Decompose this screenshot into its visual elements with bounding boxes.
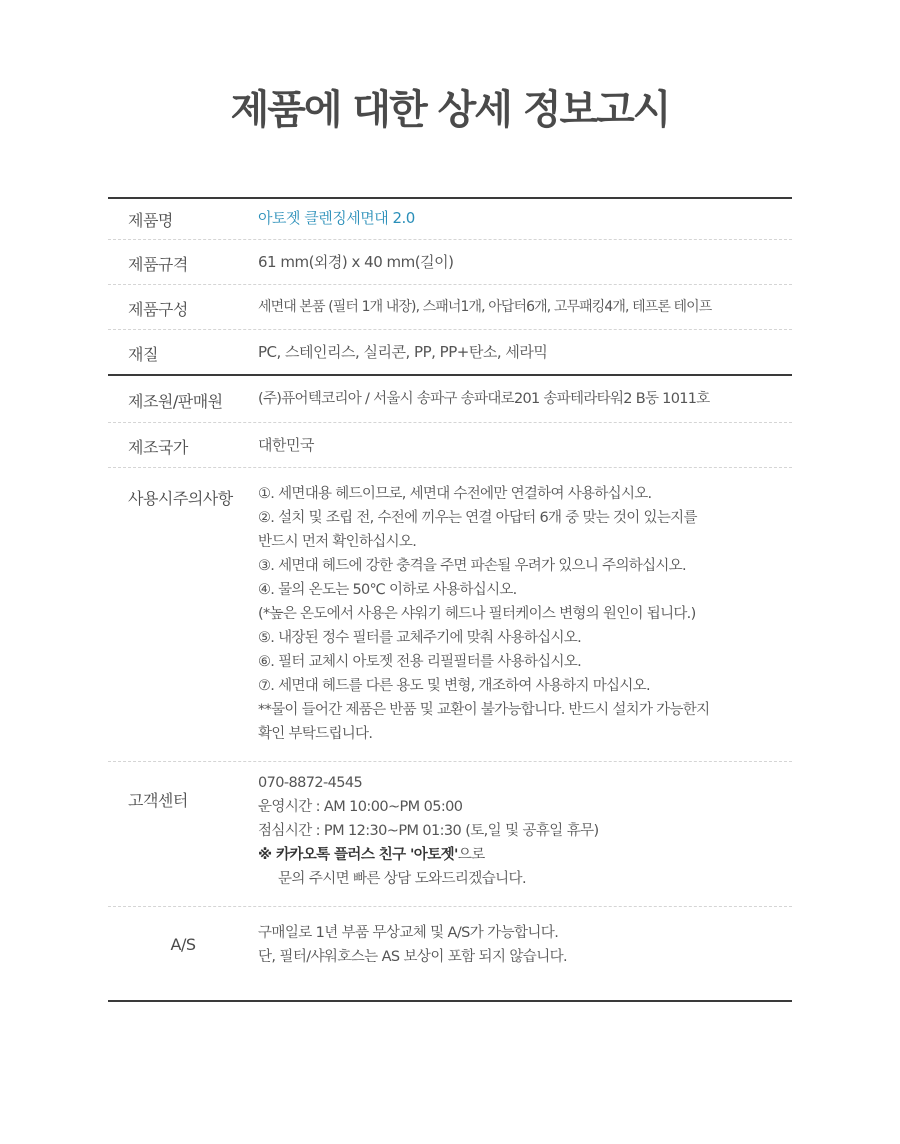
kakao-notice (258, 843, 792, 867)
row-label: 제조원/판매원 (128, 392, 223, 411)
spec-value: 61 mm(외경) x 40 mm(길이) (258, 253, 454, 271)
page-title: 제품에 대한 상세 정보고시 (230, 87, 670, 133)
material-value: PC, 스테인리스, 실리콘, PP, PP+탄소, 세라믹 (258, 343, 548, 361)
country-value: 대한민국 (258, 436, 314, 454)
product-info-table (108, 197, 792, 1002)
caution-line: ②. 설치 및 조립 전, 수전에 끼우는 연결 아답터 6개 중 맞는 것이 있는지를 (258, 510, 697, 526)
caution-line: (*높은 온도에서 사용은 샤워기 헤드나 필터케이스 변형의 원인이 됩니다.) (258, 606, 696, 622)
row-manufacturer (108, 376, 792, 423)
row-spec (108, 240, 792, 285)
row-label: 고객센터 (128, 791, 188, 810)
customer-lunch: 점심시간 : PM 12:30~PM 01:30 (토,일 및 공휴일 휴무) (258, 823, 599, 839)
caution-line: ⑥. 필터 교체시 아토젯 전용 리필필터를 사용하십시오. (258, 654, 582, 670)
row-label: 제조국가 (128, 438, 188, 457)
manufacturer-value: (주)퓨어텍코리아 / 서울시 송파구 송파대로201 송파테라타워2 B동 1011호 (258, 391, 710, 407)
kakao-notice-rest: 으로 (457, 847, 485, 863)
kakao-notice-line2: 문의 주시면 빠른 상담 도와드리겠습니다. (278, 871, 526, 887)
row-label: 재질 (128, 345, 158, 364)
kakao-notice-bold: ※ 카카오톡 플러스 친구 '아토젯' (258, 847, 458, 863)
row-label: A/S (170, 935, 196, 954)
composition-value: 세면대 본품 (필터 1개 내장), 스패너1개, 아답터6개, 고무패킹4개, 테프론 테이프 (258, 299, 712, 315)
caution-line: **물이 들어간 제품은 반품 및 교환이 불가능합니다. 반드시 설치가 가능한지 (258, 702, 710, 718)
caution-line: ⑤. 내장된 정수 필터를 교체주기에 맞춰 사용하십시오. (258, 630, 582, 646)
row-product-name (108, 199, 792, 240)
row-label: 사용시주의사항 (128, 489, 233, 508)
caution-line: ④. 물의 온도는 50℃ 이하로 사용하십시오. (258, 582, 517, 598)
row-customer-center (108, 762, 792, 907)
product-name-value: 아토젯 클렌징세면대 2.0 (258, 209, 415, 227)
caution-line: 확인 부탁드립니다. (258, 726, 373, 742)
row-as (108, 907, 792, 1000)
row-material (108, 330, 792, 376)
caution-line: ③. 세면대 헤드에 강한 충격을 주면 파손될 우려가 있으니 주의하십시오. (258, 558, 686, 574)
customer-phone: 070-8872-4545 (258, 775, 363, 791)
caution-line: ⑦. 세면대 헤드를 다른 용도 및 변형, 개조하여 사용하지 마십시오. (258, 678, 650, 694)
row-label: 제품구성 (128, 300, 188, 319)
as-line: 구매일로 1년 부품 무상교체 및 A/S가 가능합니다. (258, 925, 559, 941)
caution-line: 반드시 먼저 확인하십시오. (258, 534, 417, 550)
row-composition (108, 285, 792, 330)
customer-hours: 운영시간 : AM 10:00~PM 05:00 (258, 799, 463, 815)
row-cautions (108, 468, 792, 762)
caution-line: ①. 세면대용 헤드이므로, 세면대 수전에만 연결하여 사용하십시오. (258, 486, 652, 502)
row-country (108, 423, 792, 468)
row-label: 제품규격 (128, 255, 188, 274)
row-label: 제품명 (128, 211, 173, 230)
as-line: 단, 필터/샤워호스는 AS 보상이 포함 되지 않습니다. (258, 949, 568, 965)
